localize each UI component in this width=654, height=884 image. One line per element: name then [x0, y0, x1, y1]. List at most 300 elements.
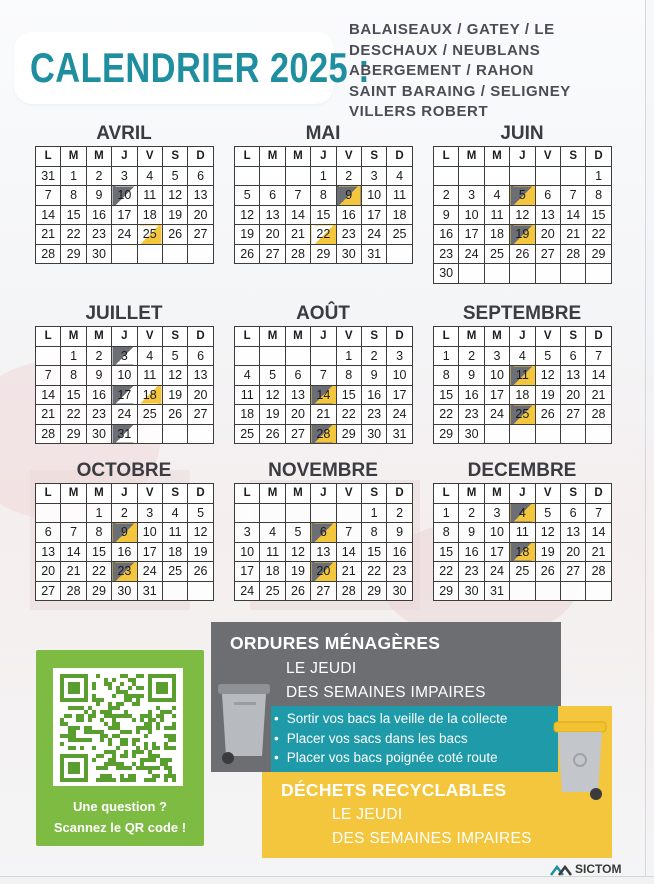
- month-april: [35, 122, 213, 264]
- day-cell: 26: [162, 405, 187, 425]
- day-cell: 15: [61, 205, 86, 225]
- week-row: [36, 405, 214, 425]
- day-cell: 24: [484, 405, 509, 425]
- day-cell: [260, 503, 285, 523]
- day-cell: 6: [188, 346, 213, 366]
- week-row: [434, 205, 612, 225]
- day-cell: [285, 346, 310, 366]
- day-cell: 18: [484, 225, 509, 245]
- day-cell: [510, 166, 535, 186]
- day-cell: 26: [535, 562, 560, 582]
- weekday-header: J: [510, 484, 535, 504]
- day-cell: 23: [387, 562, 412, 582]
- recyclables-weeks: DES SEMAINES IMPAIRES: [332, 830, 532, 847]
- day-cell: [535, 424, 560, 444]
- day-cell: 17: [361, 205, 386, 225]
- day-cell: [510, 264, 535, 284]
- weekday-header: D: [188, 327, 213, 347]
- day-cell: [235, 166, 260, 186]
- day-cell: 19: [535, 385, 560, 405]
- day-cell: 23: [86, 405, 111, 425]
- day-cell: 12: [260, 385, 285, 405]
- day-cell: 21: [560, 225, 585, 245]
- month-name: AVRIL: [96, 123, 152, 144]
- day-cell: 17: [137, 542, 162, 562]
- week-row: [434, 225, 612, 245]
- day-cell: 12: [162, 366, 187, 386]
- day-cell: 22: [434, 562, 459, 582]
- week-row: [235, 542, 413, 562]
- weekday-header: V: [137, 484, 162, 504]
- instruction-item: • Placer vos bacs poignée coté route: [272, 748, 507, 768]
- weekday-row: [235, 147, 413, 167]
- week-row: [235, 503, 413, 523]
- day-cell: 30: [459, 424, 484, 444]
- day-cell: [336, 503, 361, 523]
- day-cell: 14: [586, 523, 611, 543]
- month-name: DECEMBRE: [467, 460, 577, 481]
- day-cell: 26: [162, 225, 187, 245]
- day-cell: 28: [336, 581, 361, 601]
- day-cell: 17: [484, 385, 509, 405]
- weekday-header: L: [36, 147, 61, 167]
- day-cell: 8: [586, 186, 611, 206]
- day-cell: 14: [61, 542, 86, 562]
- day-cell: 20: [285, 405, 310, 425]
- day-cell: [560, 424, 585, 444]
- day-cell: 7: [586, 346, 611, 366]
- day-cell: 15: [434, 385, 459, 405]
- month-table: [35, 146, 214, 264]
- day-cell: 13: [188, 186, 213, 206]
- day-cell: 3: [387, 346, 412, 366]
- weekday-header: M: [285, 327, 310, 347]
- recyclables-title: DÉCHETS RECYCLABLES: [281, 780, 507, 800]
- day-cell: 19: [260, 405, 285, 425]
- day-cell: 27: [560, 562, 585, 582]
- commune-line: VILLERS ROBERT: [349, 103, 489, 120]
- day-cell: [61, 503, 86, 523]
- day-cell: 4: [260, 523, 285, 543]
- day-cell: 18: [235, 405, 260, 425]
- day-cell: 16: [336, 205, 361, 225]
- day-cell: 2: [112, 503, 137, 523]
- weekday-row: [235, 484, 413, 504]
- weekday-header: M: [459, 147, 484, 167]
- day-cell: 24: [387, 405, 412, 425]
- day-cell: [162, 424, 187, 444]
- qr-question: Une question ?: [73, 799, 167, 814]
- day-cell: 20: [188, 385, 213, 405]
- day-cell: 4: [510, 346, 535, 366]
- week-row: [434, 244, 612, 264]
- day-cell: 15: [586, 205, 611, 225]
- weekday-header: D: [586, 147, 611, 167]
- day-cell: 13: [535, 205, 560, 225]
- logo-mark-icon: [550, 864, 572, 876]
- weekday-header: L: [36, 484, 61, 504]
- day-cell: [311, 346, 336, 366]
- day-cell: 13: [311, 542, 336, 562]
- day-cell: 14: [36, 385, 61, 405]
- day-cell: 25: [137, 225, 162, 245]
- day-cell: 22: [336, 405, 361, 425]
- weekday-header: D: [188, 147, 213, 167]
- day-cell: 5: [235, 186, 260, 206]
- week-row: [36, 424, 214, 444]
- day-cell: [484, 166, 509, 186]
- weekday-header: S: [361, 327, 386, 347]
- week-row: [235, 523, 413, 543]
- week-row: [235, 225, 413, 245]
- day-cell: [260, 346, 285, 366]
- day-cell: 29: [311, 244, 336, 264]
- day-cell: 14: [36, 205, 61, 225]
- week-row: [434, 405, 612, 425]
- week-row: [235, 166, 413, 186]
- day-cell: 29: [86, 581, 111, 601]
- weekday-header: V: [336, 484, 361, 504]
- day-cell: 25: [137, 405, 162, 425]
- weekday-header: M: [459, 484, 484, 504]
- day-cell: 10: [235, 542, 260, 562]
- day-cell: 20: [260, 225, 285, 245]
- day-cell: 29: [361, 581, 386, 601]
- day-cell: 24: [484, 562, 509, 582]
- week-row: [36, 562, 214, 582]
- day-cell: [311, 503, 336, 523]
- day-cell: 4: [387, 166, 412, 186]
- day-cell: 9: [459, 366, 484, 386]
- week-row: [434, 366, 612, 386]
- month-table: [433, 326, 612, 444]
- week-row: [36, 166, 214, 186]
- day-cell: [137, 424, 162, 444]
- day-cell: 22: [361, 562, 386, 582]
- day-cell: 27: [188, 225, 213, 245]
- weekday-header: M: [260, 484, 285, 504]
- day-cell: 6: [311, 523, 336, 543]
- weekday-header: J: [510, 147, 535, 167]
- day-cell: 13: [560, 523, 585, 543]
- day-cell: [162, 244, 187, 264]
- day-cell: 22: [311, 225, 336, 245]
- day-cell: 27: [260, 244, 285, 264]
- day-cell: [510, 424, 535, 444]
- weekday-header: S: [361, 484, 386, 504]
- day-cell: 28: [36, 424, 61, 444]
- week-row: [434, 346, 612, 366]
- day-cell: 24: [361, 225, 386, 245]
- footer-bar: [0, 876, 654, 884]
- day-cell: 28: [586, 405, 611, 425]
- day-cell: 1: [311, 166, 336, 186]
- day-cell: 14: [336, 542, 361, 562]
- day-cell: 11: [510, 366, 535, 386]
- yellow-bin-icon: [550, 718, 610, 802]
- weekday-header: J: [112, 147, 137, 167]
- day-cell: 26: [535, 405, 560, 425]
- day-cell: 22: [61, 405, 86, 425]
- week-row: [36, 205, 214, 225]
- day-cell: [586, 264, 611, 284]
- month-november: [234, 459, 412, 601]
- day-cell: 2: [387, 503, 412, 523]
- weekday-header: V: [336, 327, 361, 347]
- weekday-header: S: [162, 327, 187, 347]
- commune-line: DESCHAUX / NEUBLANS: [349, 41, 541, 59]
- month-may: [234, 122, 412, 264]
- weekday-header: M: [86, 327, 111, 347]
- day-cell: 28: [311, 424, 336, 444]
- day-cell: 10: [112, 366, 137, 386]
- day-cell: 1: [586, 166, 611, 186]
- weekday-header: S: [162, 484, 187, 504]
- day-cell: 5: [285, 523, 310, 543]
- weekday-row: [434, 327, 612, 347]
- weekday-header: M: [484, 147, 509, 167]
- day-cell: 12: [535, 366, 560, 386]
- day-cell: 20: [188, 205, 213, 225]
- day-cell: [535, 581, 560, 601]
- week-row: [434, 542, 612, 562]
- day-cell: 18: [510, 385, 535, 405]
- weekday-row: [235, 327, 413, 347]
- day-cell: 6: [188, 166, 213, 186]
- day-cell: 15: [311, 205, 336, 225]
- day-cell: 30: [387, 581, 412, 601]
- weekday-header: D: [586, 484, 611, 504]
- day-cell: 10: [387, 366, 412, 386]
- month-september: [433, 302, 611, 444]
- day-cell: 23: [112, 562, 137, 582]
- commune-line: ABERGEMENT / RAHON: [349, 62, 534, 79]
- day-cell: 20: [560, 385, 585, 405]
- day-cell: 20: [311, 562, 336, 582]
- day-cell: [112, 244, 137, 264]
- day-cell: 17: [459, 225, 484, 245]
- day-cell: 11: [387, 186, 412, 206]
- weekday-header: L: [235, 484, 260, 504]
- day-cell: 21: [36, 405, 61, 425]
- day-cell: 6: [560, 346, 585, 366]
- day-cell: 27: [36, 581, 61, 601]
- day-cell: 10: [484, 366, 509, 386]
- month-name: NOVEMBRE: [268, 460, 378, 481]
- day-cell: 11: [510, 523, 535, 543]
- day-cell: 1: [336, 346, 361, 366]
- day-cell: 8: [61, 366, 86, 386]
- day-cell: 9: [86, 186, 111, 206]
- day-cell: [36, 346, 61, 366]
- day-cell: 2: [86, 346, 111, 366]
- month-table: [234, 483, 413, 601]
- week-row: [235, 366, 413, 386]
- day-cell: 7: [311, 366, 336, 386]
- day-cell: 8: [86, 523, 111, 543]
- week-row: [36, 225, 214, 245]
- day-cell: 9: [86, 366, 111, 386]
- sictom-logo: [550, 862, 621, 876]
- day-cell: 3: [484, 503, 509, 523]
- day-cell: 20: [36, 562, 61, 582]
- household-waste-title: ORDURES MÉNAGÈRES: [230, 633, 441, 653]
- day-cell: 7: [336, 523, 361, 543]
- day-cell: 16: [361, 385, 386, 405]
- day-cell: 26: [188, 562, 213, 582]
- day-cell: 12: [535, 523, 560, 543]
- day-cell: 9: [336, 186, 361, 206]
- week-row: [36, 581, 214, 601]
- day-cell: 6: [260, 186, 285, 206]
- weekday-header: V: [137, 147, 162, 167]
- page-title: CALENDRIER 2025 :: [30, 44, 370, 91]
- weekday-header: M: [61, 147, 86, 167]
- day-cell: 1: [361, 503, 386, 523]
- day-cell: 19: [188, 542, 213, 562]
- day-cell: 24: [112, 405, 137, 425]
- day-cell: 21: [311, 405, 336, 425]
- day-cell: 18: [510, 542, 535, 562]
- weekday-header: V: [535, 484, 560, 504]
- weekday-header: D: [387, 147, 412, 167]
- day-cell: 6: [535, 186, 560, 206]
- day-cell: 14: [311, 385, 336, 405]
- weekday-header: M: [86, 147, 111, 167]
- day-cell: 30: [434, 264, 459, 284]
- day-cell: 19: [162, 205, 187, 225]
- weekday-row: [36, 484, 214, 504]
- day-cell: 12: [188, 523, 213, 543]
- day-cell: [188, 424, 213, 444]
- day-cell: 3: [112, 166, 137, 186]
- day-cell: 17: [112, 385, 137, 405]
- day-cell: 4: [510, 503, 535, 523]
- month-table: [35, 483, 214, 601]
- month-name: MAI: [305, 123, 341, 144]
- weekday-header: J: [311, 327, 336, 347]
- weekday-header: S: [560, 147, 585, 167]
- week-row: [36, 186, 214, 206]
- day-cell: 25: [484, 244, 509, 264]
- week-row: [36, 503, 214, 523]
- day-cell: 10: [484, 523, 509, 543]
- month-july: [35, 302, 213, 444]
- day-cell: 9: [361, 366, 386, 386]
- weekday-header: V: [535, 147, 560, 167]
- household-waste-day: LE JEUDI: [286, 660, 357, 677]
- day-cell: [387, 244, 412, 264]
- weekday-header: M: [285, 147, 310, 167]
- day-cell: 21: [36, 225, 61, 245]
- week-row: [434, 581, 612, 601]
- day-cell: 24: [235, 581, 260, 601]
- day-cell: 4: [137, 166, 162, 186]
- week-row: [434, 166, 612, 186]
- day-cell: 6: [560, 503, 585, 523]
- day-cell: 15: [86, 542, 111, 562]
- day-cell: [137, 244, 162, 264]
- day-cell: 2: [434, 186, 459, 206]
- day-cell: 3: [137, 503, 162, 523]
- weekday-row: [434, 147, 612, 167]
- day-cell: 7: [36, 186, 61, 206]
- day-cell: 27: [285, 424, 310, 444]
- day-cell: 4: [484, 186, 509, 206]
- day-cell: 2: [459, 346, 484, 366]
- day-cell: 28: [61, 581, 86, 601]
- day-cell: 31: [112, 424, 137, 444]
- week-row: [36, 366, 214, 386]
- day-cell: 6: [285, 366, 310, 386]
- day-cell: 29: [61, 244, 86, 264]
- day-cell: 8: [434, 366, 459, 386]
- instruction-item: • Sortir vos bacs la veille de la collecte: [272, 709, 507, 729]
- day-cell: 21: [586, 385, 611, 405]
- day-cell: 15: [434, 542, 459, 562]
- day-cell: [484, 424, 509, 444]
- week-row: [235, 244, 413, 264]
- day-cell: 24: [137, 562, 162, 582]
- week-row: [235, 186, 413, 206]
- day-cell: 11: [260, 542, 285, 562]
- day-cell: 29: [434, 581, 459, 601]
- day-cell: 13: [560, 366, 585, 386]
- weekday-row: [434, 484, 612, 504]
- day-cell: 29: [586, 244, 611, 264]
- day-cell: 3: [112, 346, 137, 366]
- day-cell: 22: [61, 225, 86, 245]
- day-cell: 2: [86, 166, 111, 186]
- day-cell: 24: [459, 244, 484, 264]
- day-cell: 18: [137, 385, 162, 405]
- day-cell: [235, 346, 260, 366]
- day-cell: 6: [36, 523, 61, 543]
- instruction-item: • Placer vos sacs dans les bacs: [272, 729, 507, 749]
- day-cell: [285, 503, 310, 523]
- weekday-header: V: [137, 327, 162, 347]
- month-name: AOÛT: [296, 303, 350, 324]
- weekday-header: L: [434, 484, 459, 504]
- day-cell: 8: [434, 523, 459, 543]
- qr-code[interactable]: [60, 674, 176, 782]
- day-cell: 7: [61, 523, 86, 543]
- day-cell: 23: [459, 405, 484, 425]
- day-cell: 29: [61, 424, 86, 444]
- day-cell: 7: [560, 186, 585, 206]
- day-cell: 25: [510, 405, 535, 425]
- household-waste-weeks: DES SEMAINES IMPAIRES: [286, 684, 486, 701]
- day-cell: 7: [586, 503, 611, 523]
- week-row: [434, 264, 612, 284]
- day-cell: 5: [162, 346, 187, 366]
- day-cell: 2: [459, 503, 484, 523]
- week-row: [36, 523, 214, 543]
- week-row: [434, 385, 612, 405]
- day-cell: 24: [112, 225, 137, 245]
- day-cell: 3: [484, 346, 509, 366]
- month-name: SEPTEMBRE: [462, 303, 582, 324]
- weekday-header: J: [112, 327, 137, 347]
- day-cell: 11: [137, 186, 162, 206]
- day-cell: 13: [260, 205, 285, 225]
- weekday-header: M: [459, 327, 484, 347]
- week-row: [235, 385, 413, 405]
- day-cell: 10: [361, 186, 386, 206]
- day-cell: [535, 166, 560, 186]
- day-cell: 31: [361, 244, 386, 264]
- day-cell: 5: [260, 366, 285, 386]
